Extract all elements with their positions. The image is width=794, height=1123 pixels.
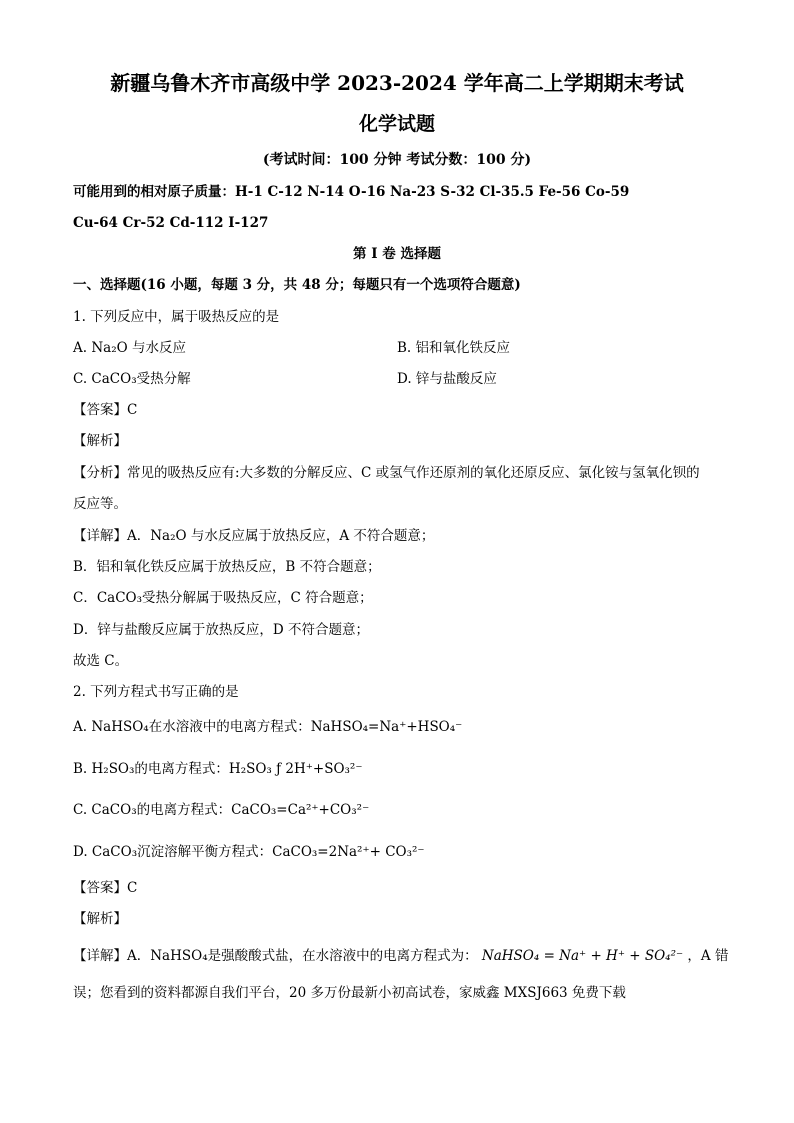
q2-detail-a-line-2: 误；您看到的资料都源自我们平台，20 多万份最新小初高试卷，家威鑫 MXSJ663 免费下载	[73, 985, 626, 1001]
page-title: 新疆乌鲁木齐市高级中学 2023-2024 学年高二上学期期末考试	[110, 71, 684, 95]
q2-option-c: C. CaCO₃的电离方程式：CaCO₃=Ca²⁺+CO₃²⁻	[73, 802, 370, 818]
q2-stem: 2. 下列方程式书写正确的是	[73, 684, 239, 700]
volume-heading: 第 I 卷 选择题	[353, 246, 441, 262]
q1-analysis-label: 【解析】	[73, 433, 127, 449]
atomic-masses-line-2: Cu-64 Cr-52 Cd-112 I-127	[73, 215, 269, 231]
q1-detail-d: D．锌与盐酸反应属于放热反应，D 不符合题意；	[73, 622, 369, 638]
q2-answer: 【答案】C	[73, 880, 138, 896]
q2-detail-a-text: 【详解】A．NaHSO₄是强酸酸式盐，在水溶液中的电离方程式为：	[73, 948, 478, 964]
q2-analysis-label: 【解析】	[73, 911, 127, 927]
atomic-masses-line-1: 可能用到的相对原子质量：H-1 C-12 N-14 O-16 Na-23 S-32 Cl-35.5 Fe-56 Co-59	[73, 184, 630, 200]
q2-option-b: B. H₂SO₃的电离方程式：H₂SO₃ ƒ 2H⁺+SO₃²⁻	[73, 761, 363, 777]
q1-answer: 【答案】C	[73, 402, 138, 418]
q1-stem: 1. 下列反应中，属于吸热反应的是	[73, 309, 280, 325]
q1-option-c: C. CaCO₃受热分解	[73, 371, 191, 387]
q2-option-d: D. CaCO₃沉淀溶解平衡方程式：CaCO₃=2Na²⁺+ CO₃²⁻	[73, 844, 425, 860]
section-heading: 一、选择题(16 小题，每题 3 分，共 48 分；每题只有一个选项符合题意)	[73, 277, 521, 293]
q1-fenxi-line-2: 反应等。	[73, 496, 127, 512]
q1-fenxi-line-1: 【分析】常见的吸热反应有:大多数的分解反应、C 或氢气作还原剂的氧化还原反应、氯化铵与氢氧化钡的	[73, 465, 700, 481]
q1-option-d: D. 锌与盐酸反应	[397, 371, 497, 387]
q2-detail-a-tail: ，A 错	[687, 948, 729, 964]
q2-option-a: A. NaHSO₄在水溶液中的电离方程式：NaHSO₄=Na⁺+HSO₄⁻	[73, 719, 463, 735]
page-subtitle: 化学试题	[358, 113, 435, 135]
q1-detail-b: B．铝和氧化铁反应属于放热反应，B 不符合题意；	[73, 559, 381, 575]
q1-conclusion: 故选 C。	[73, 653, 129, 669]
q1-detail-a: 【详解】A．Na₂O 与水反应属于放热反应，A 不符合题意；	[73, 528, 435, 544]
q1-option-b: B. 铝和氧化铁反应	[397, 340, 511, 356]
q1-detail-c: C．CaCO₃受热分解属于吸热反应，C 符合题意；	[73, 590, 373, 606]
q1-option-a: A. Na₂O 与水反应	[73, 340, 186, 356]
q2-detail-a-equation: NaHSO₄ = Na⁺ + H⁺ + SO₄²⁻	[481, 948, 684, 964]
exam-info: (考试时间：100 分钟 考试分数：100 分)	[262, 152, 532, 168]
q2-detail-a-line-1	[73, 947, 754, 965]
